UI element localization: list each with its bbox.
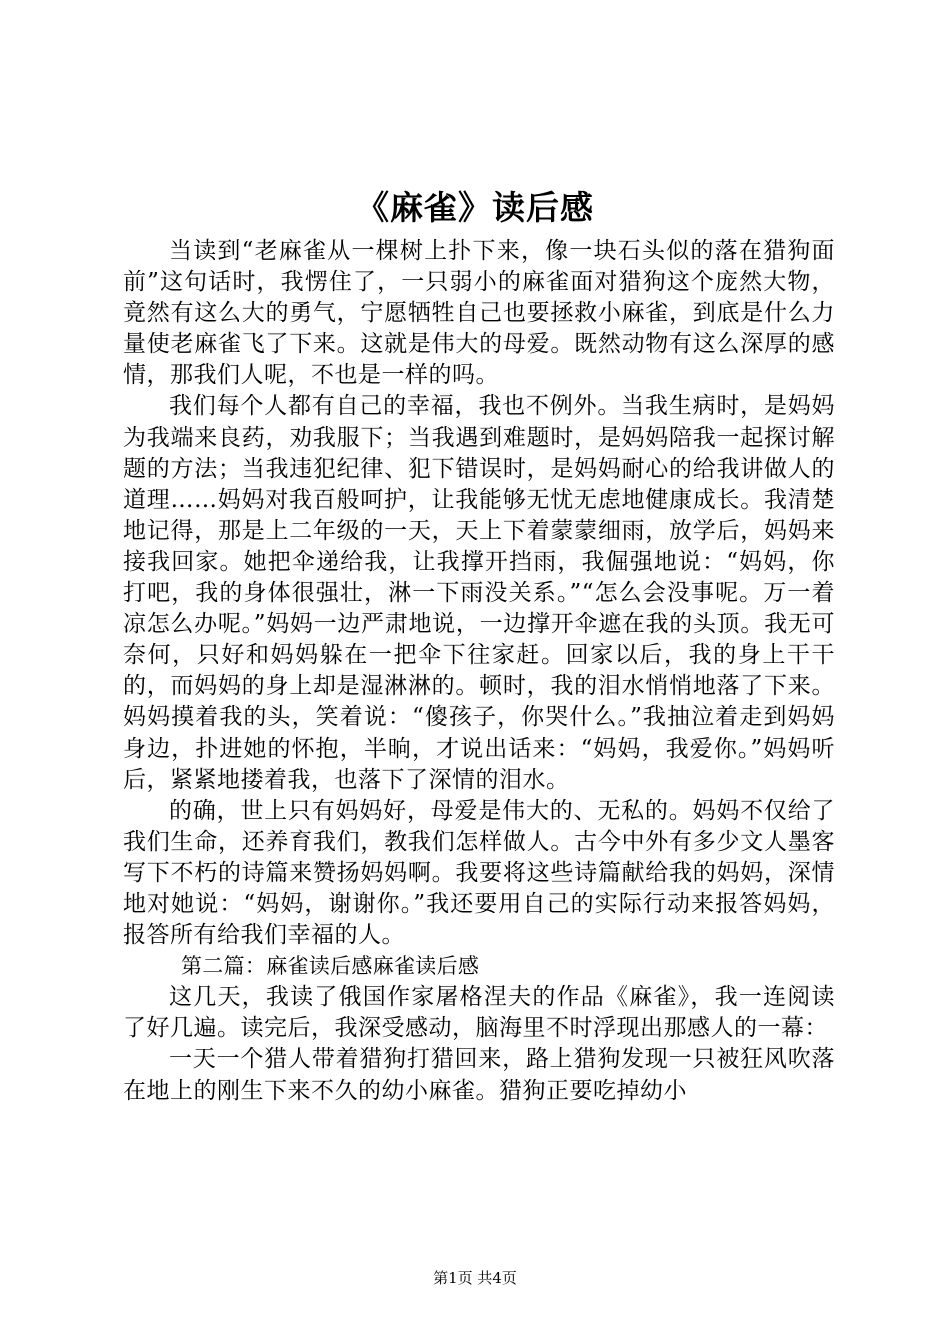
paragraph-4: 这几天，我读了俄国作家屠格涅夫的作品《麻雀》，我一连阅读了好几遍。读完后，我深受感动，脑海里不时浮现出那感人的一幕： — [123, 984, 835, 1042]
paragraph-3: 的确，世上只有妈妈好，母爱是伟大的、无私的。妈妈不仅给了我们生命，还养育我们，教我们怎样做人。古今中外有多少文人墨客写下不朽的诗篇来赞扬妈妈啊。我要将这些诗篇献给我的妈妈，深情地对她说：“妈妈，谢谢你。”我还要用自己的实际行动来报答妈妈，报答所有给我们幸福的人。 — [123, 797, 835, 949]
page-title: 《麻雀》读后感 — [356, 188, 594, 227]
section-heading: 第二篇：麻雀读后感麻雀读后感 — [181, 954, 480, 979]
document-body — [123, 236, 835, 1107]
page-number-footer: 第1页 共4页 — [433, 1269, 517, 1287]
paragraph-5: 一天一个猎人带着猎狗打猎回来，路上猎狗发现一只被狂风吹落在地上的刚生下来不久的幼小麻雀。猎狗正要吃掉幼小 — [123, 1046, 835, 1104]
paragraph-2: 我们每个人都有自己的幸福，我也不例外。当我生病时，是妈妈为我端来良药，劝我服下；当我遇到难题时，是妈妈陪我一起探讨解题的方法；当我违犯纪律、犯下错误时，是妈妈耐心的给我讲做人的道理……妈妈对我百般呵护，让我能够无忧无虑地健康成长。我清楚地记得，那是上二年级的一天，天上下着蒙蒙细雨，放学后，妈妈来接我回家。她把伞递给我，让我撑开挡雨，我倔强地说：“妈妈，你打吧，我的身体很强壮，淋一下雨没关系。”“怎么会没事呢。万一着凉怎么办呢。”妈妈一边严肃地说，一边撑开伞遮在我的头顶。我无可奈何，只好和妈妈躲在一把伞下往家赶。回家以后，我的身上干干的，而妈妈的身上却是湿淋淋的。顿时，我的泪水悄悄地落了下来。妈妈摸着我的头，笑着说：“傻孩子，你哭什么。”我抽泣着走到妈妈身边，扑进她的怀抱，半晌，才说出话来：“妈妈，我爱你。”妈妈听后，紧紧地搂着我，也落下了深情的泪水。 — [123, 393, 835, 793]
paragraph-1: 当读到“老麻雀从一棵树上扑下来，像一块石头似的落在猎狗面前”这句话时，我愣住了，一只弱小的麻雀面对猎狗这个庞然大物，竟然有这么大的勇气，宁愿牺牲自己也要拯救小麻雀，到底是什么力量使老麻雀飞了下来。这就是伟大的母爱。既然动物有这么深厚的感情，那我们人呢，不也是一样的吗。 — [123, 238, 835, 389]
